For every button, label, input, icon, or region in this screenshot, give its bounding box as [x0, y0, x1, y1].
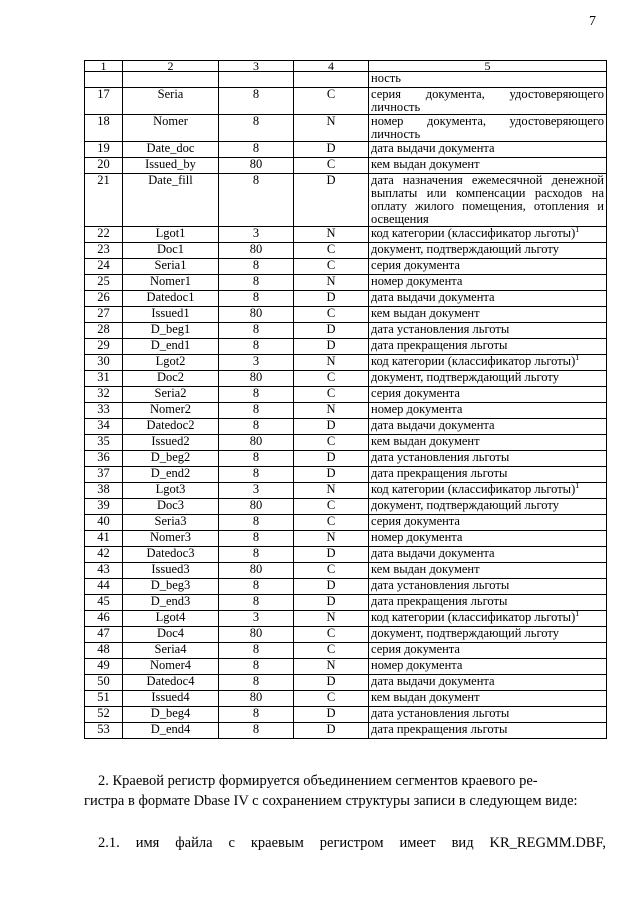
cell-num: 39 — [85, 499, 123, 515]
cell-num: 35 — [85, 435, 123, 451]
table-row — [85, 531, 607, 547]
cell-num: 23 — [85, 243, 123, 259]
table-row — [85, 515, 607, 531]
table-row — [85, 291, 607, 307]
header-cell: 3 — [219, 61, 294, 72]
cell-field: Datedoc3 — [123, 547, 219, 563]
cell-width: 8 — [219, 579, 294, 595]
cell-field: D_end2 — [123, 467, 219, 483]
cell-num: 51 — [85, 691, 123, 707]
cell-width: 8 — [219, 323, 294, 339]
cell-field: Doc2 — [123, 371, 219, 387]
cell-width: 3 — [219, 227, 294, 243]
cell-field: Issued_by — [123, 158, 219, 174]
cell-type: D — [294, 547, 369, 563]
cell-num: 48 — [85, 643, 123, 659]
table-row — [85, 115, 607, 142]
table-row — [85, 483, 607, 499]
cell-type: D — [294, 451, 369, 467]
cell-type: D — [294, 579, 369, 595]
page-number: 7 — [589, 14, 596, 29]
cell-desc: документ, подтверждающий льготу — [369, 243, 607, 259]
cell-num: 53 — [85, 723, 123, 739]
cell-desc: кем выдан документ — [369, 691, 607, 707]
cell-field: Doc4 — [123, 627, 219, 643]
cell-width: 8 — [219, 659, 294, 675]
cell-desc: дата прекращения льготы — [369, 595, 607, 611]
cell-width: 8 — [219, 115, 294, 142]
cell-desc: дата прекращения льготы — [369, 723, 607, 739]
table-row — [85, 142, 607, 158]
cell-type — [294, 72, 369, 88]
footnote-marker: 1 — [575, 480, 580, 490]
cell-width: 80 — [219, 627, 294, 643]
table-row — [85, 435, 607, 451]
table-row — [85, 339, 607, 355]
table-row — [85, 243, 607, 259]
cell-width: 8 — [219, 515, 294, 531]
cell-type: D — [294, 707, 369, 723]
cell-desc: дата выдачи документа — [369, 547, 607, 563]
cell-type: N — [294, 115, 369, 142]
cell-width: 80 — [219, 499, 294, 515]
cell-num: 26 — [85, 291, 123, 307]
cell-field: Lgot1 — [123, 227, 219, 243]
cell-width: 3 — [219, 611, 294, 627]
cell-num: 49 — [85, 659, 123, 675]
cell-type: C — [294, 435, 369, 451]
cell-desc: код категории (классификатор льготы)$^1$ — [369, 611, 607, 627]
cell-num — [85, 72, 123, 88]
cell-num: 29 — [85, 339, 123, 355]
cell-width: 8 — [219, 88, 294, 115]
table-row — [85, 595, 607, 611]
cell-field: Doc3 — [123, 499, 219, 515]
cell-num: 41 — [85, 531, 123, 547]
cell-desc: документ, подтверждающий льготу — [369, 499, 607, 515]
table-row — [85, 451, 607, 467]
cell-num: 24 — [85, 259, 123, 275]
header-cell: 2 — [123, 61, 219, 72]
cell-type: C — [294, 515, 369, 531]
cell-type: N — [294, 483, 369, 499]
table-row — [85, 563, 607, 579]
table-row — [85, 227, 607, 243]
cell-desc: дата установления льготы — [369, 323, 607, 339]
cell-type: D — [294, 142, 369, 158]
header-cell: 4 — [294, 61, 369, 72]
cell-width: 8 — [219, 595, 294, 611]
cell-field: Issued4 — [123, 691, 219, 707]
cell-type: D — [294, 323, 369, 339]
cell-width: 8 — [219, 291, 294, 307]
cell-num: 27 — [85, 307, 123, 323]
cell-field: Seria1 — [123, 259, 219, 275]
cell-width: 8 — [219, 467, 294, 483]
footnote-marker: 1 — [575, 352, 580, 362]
table-row — [85, 419, 607, 435]
cell-type: C — [294, 259, 369, 275]
cell-width: 8 — [219, 174, 294, 227]
table-row — [85, 323, 607, 339]
paragraph-2-continuation: гистра в формате Dbase IV с сохранением структуры записи в следующем виде: — [84, 793, 578, 809]
cell-field: Lgot4 — [123, 611, 219, 627]
table-row — [85, 627, 607, 643]
cell-width: 8 — [219, 259, 294, 275]
table-row — [85, 307, 607, 323]
cell-desc: ность — [369, 72, 607, 88]
table-row — [85, 611, 607, 627]
cell-field: Datedoc2 — [123, 419, 219, 435]
cell-width: 8 — [219, 275, 294, 291]
cell-num: 32 — [85, 387, 123, 403]
cell-type: N — [294, 227, 369, 243]
cell-desc: серия документа, удостоверяющего личность — [369, 88, 607, 115]
cell-desc: дата выдачи документа — [369, 419, 607, 435]
table-row — [85, 723, 607, 739]
cell-type: C — [294, 499, 369, 515]
table-row — [85, 467, 607, 483]
cell-desc: номер документа, удостоверяющего личность — [369, 115, 607, 142]
cell-desc: кем выдан документ — [369, 435, 607, 451]
cell-num: 52 — [85, 707, 123, 723]
cell-type: C — [294, 371, 369, 387]
cell-field: Nomer1 — [123, 275, 219, 291]
cell-field: Seria — [123, 88, 219, 115]
cell-field: Doc1 — [123, 243, 219, 259]
cell-width: 80 — [219, 691, 294, 707]
cell-num: 40 — [85, 515, 123, 531]
cell-field: Seria3 — [123, 515, 219, 531]
cell-type: N — [294, 403, 369, 419]
cell-desc: дата выдачи документа — [369, 675, 607, 691]
cell-field: Lgot2 — [123, 355, 219, 371]
table-row — [85, 174, 607, 227]
cell-desc: дата установления льготы — [369, 451, 607, 467]
cell-width: 80 — [219, 158, 294, 174]
cell-num: 25 — [85, 275, 123, 291]
cell-desc: номер документа — [369, 659, 607, 675]
cell-num: 42 — [85, 547, 123, 563]
cell-num: 38 — [85, 483, 123, 499]
cell-field: D_end1 — [123, 339, 219, 355]
cell-width: 8 — [219, 531, 294, 547]
cell-desc: дата прекращения льготы — [369, 467, 607, 483]
table-row — [85, 275, 607, 291]
table-row — [85, 499, 607, 515]
cell-field: D_beg1 — [123, 323, 219, 339]
cell-num: 33 — [85, 403, 123, 419]
cell-type: C — [294, 307, 369, 323]
cell-field: D_beg2 — [123, 451, 219, 467]
table-row — [85, 88, 607, 115]
cell-num: 44 — [85, 579, 123, 595]
cell-width: 8 — [219, 419, 294, 435]
cell-type: D — [294, 339, 369, 355]
table-row — [85, 707, 607, 723]
cell-num: 18 — [85, 115, 123, 142]
cell-num: 21 — [85, 174, 123, 227]
header-cell: 5 — [369, 61, 607, 72]
cell-num: 36 — [85, 451, 123, 467]
cell-width: 3 — [219, 483, 294, 499]
cell-num: 22 — [85, 227, 123, 243]
cell-num: 30 — [85, 355, 123, 371]
cell-field: D_end4 — [123, 723, 219, 739]
cell-width: 80 — [219, 563, 294, 579]
cell-desc: номер документа — [369, 275, 607, 291]
cell-type: D — [294, 467, 369, 483]
cell-width: 8 — [219, 403, 294, 419]
table-row — [85, 259, 607, 275]
cell-width: 8 — [219, 707, 294, 723]
cell-field: Issued3 — [123, 563, 219, 579]
cell-num: 31 — [85, 371, 123, 387]
cell-width: 8 — [219, 387, 294, 403]
cell-num: 34 — [85, 419, 123, 435]
cell-desc: номер документа — [369, 403, 607, 419]
cell-type: C — [294, 88, 369, 115]
cell-num: 45 — [85, 595, 123, 611]
cell-field: Nomer — [123, 115, 219, 142]
cell-field: Lgot3 — [123, 483, 219, 499]
cell-desc: дата назначения ежемесячной денежной выплаты или компенсации расходов на оплату жилого помещения, отопления и освещения — [369, 174, 607, 227]
cell-type: D — [294, 174, 369, 227]
table-header-row — [85, 61, 607, 72]
footnote-marker: 1 — [575, 608, 580, 618]
cell-desc: серия документа — [369, 259, 607, 275]
cell-num: 19 — [85, 142, 123, 158]
cell-desc: серия документа — [369, 387, 607, 403]
cell-field: Seria2 — [123, 387, 219, 403]
cell-field: D_end3 — [123, 595, 219, 611]
cell-type: N — [294, 275, 369, 291]
cell-width: 8 — [219, 142, 294, 158]
cell-width: 8 — [219, 643, 294, 659]
table-row — [85, 355, 607, 371]
cell-width: 8 — [219, 723, 294, 739]
footnote-marker: 1 — [575, 224, 580, 234]
cell-width: 80 — [219, 243, 294, 259]
table-row — [85, 387, 607, 403]
cell-type: D — [294, 723, 369, 739]
cell-desc: код категории (классификатор льготы)$^1$ — [369, 227, 607, 243]
cell-type: C — [294, 158, 369, 174]
cell-type: C — [294, 387, 369, 403]
table-row — [85, 659, 607, 675]
table-row — [85, 547, 607, 563]
cell-field: Date_fill — [123, 174, 219, 227]
cell-desc: серия документа — [369, 643, 607, 659]
cell-type: C — [294, 243, 369, 259]
cell-desc: серия документа — [369, 515, 607, 531]
table-row — [85, 371, 607, 387]
cell-desc: кем выдан документ — [369, 307, 607, 323]
cell-field: D_beg4 — [123, 707, 219, 723]
cell-type: C — [294, 691, 369, 707]
cell-width: 8 — [219, 451, 294, 467]
cell-type: D — [294, 419, 369, 435]
cell-desc: документ, подтверждающий льготу — [369, 371, 607, 387]
table-row — [85, 579, 607, 595]
cell-num: 28 — [85, 323, 123, 339]
cell-field: Seria4 — [123, 643, 219, 659]
cell-desc: номер документа — [369, 531, 607, 547]
cell-field: Issued2 — [123, 435, 219, 451]
table-row — [85, 403, 607, 419]
cell-field: Datedoc4 — [123, 675, 219, 691]
cell-width — [219, 72, 294, 88]
cell-width: 3 — [219, 355, 294, 371]
cell-type: D — [294, 291, 369, 307]
cell-width: 80 — [219, 435, 294, 451]
cell-desc: дата выдачи документа — [369, 142, 607, 158]
cell-field — [123, 72, 219, 88]
cell-desc: код категории (классификатор льготы)$^1$ — [369, 483, 607, 499]
cell-type: N — [294, 531, 369, 547]
cell-field: Nomer3 — [123, 531, 219, 547]
cell-type: C — [294, 643, 369, 659]
cell-num: 50 — [85, 675, 123, 691]
cell-num: 47 — [85, 627, 123, 643]
cell-field: Datedoc1 — [123, 291, 219, 307]
cell-width: 8 — [219, 547, 294, 563]
table-row — [85, 158, 607, 174]
cell-desc: код категории (классификатор льготы)$^1$ — [369, 355, 607, 371]
cell-width: 80 — [219, 307, 294, 323]
field-structure-table — [84, 60, 607, 739]
cell-type: D — [294, 675, 369, 691]
cell-desc: дата прекращения льготы — [369, 339, 607, 355]
cell-num: 20 — [85, 158, 123, 174]
cell-type: N — [294, 611, 369, 627]
cell-width: 8 — [219, 675, 294, 691]
cell-num: 37 — [85, 467, 123, 483]
table-row — [85, 691, 607, 707]
cell-width: 80 — [219, 371, 294, 387]
cell-type: C — [294, 563, 369, 579]
cell-type: D — [294, 595, 369, 611]
cell-width: 8 — [219, 339, 294, 355]
cell-type: N — [294, 659, 369, 675]
cell-desc: кем выдан документ — [369, 158, 607, 174]
cell-desc: дата установления льготы — [369, 707, 607, 723]
cell-num: 43 — [85, 563, 123, 579]
cell-field: D_beg3 — [123, 579, 219, 595]
paragraph-2-first-line: 2. Краевой регистр формируется объединением сегментов краевого ре- — [98, 773, 538, 789]
cell-field: Issued1 — [123, 307, 219, 323]
header-cell: 1 — [85, 61, 123, 72]
table-row-continuation — [85, 72, 607, 88]
cell-field: Nomer4 — [123, 659, 219, 675]
cell-desc: дата выдачи документа — [369, 291, 607, 307]
table-row — [85, 643, 607, 659]
cell-field: Date_doc — [123, 142, 219, 158]
cell-desc: дата установления льготы — [369, 579, 607, 595]
cell-desc: документ, подтверждающий льготу — [369, 627, 607, 643]
cell-num: 17 — [85, 88, 123, 115]
cell-type: N — [294, 355, 369, 371]
cell-type: C — [294, 627, 369, 643]
table-row — [85, 675, 607, 691]
cell-num: 46 — [85, 611, 123, 627]
cell-desc: кем выдан документ — [369, 563, 607, 579]
paragraph-2-1: 2.1. имя файла с краевым регистром имеет вид KR_REGMM.DBF, — [98, 835, 606, 851]
cell-field: Nomer2 — [123, 403, 219, 419]
